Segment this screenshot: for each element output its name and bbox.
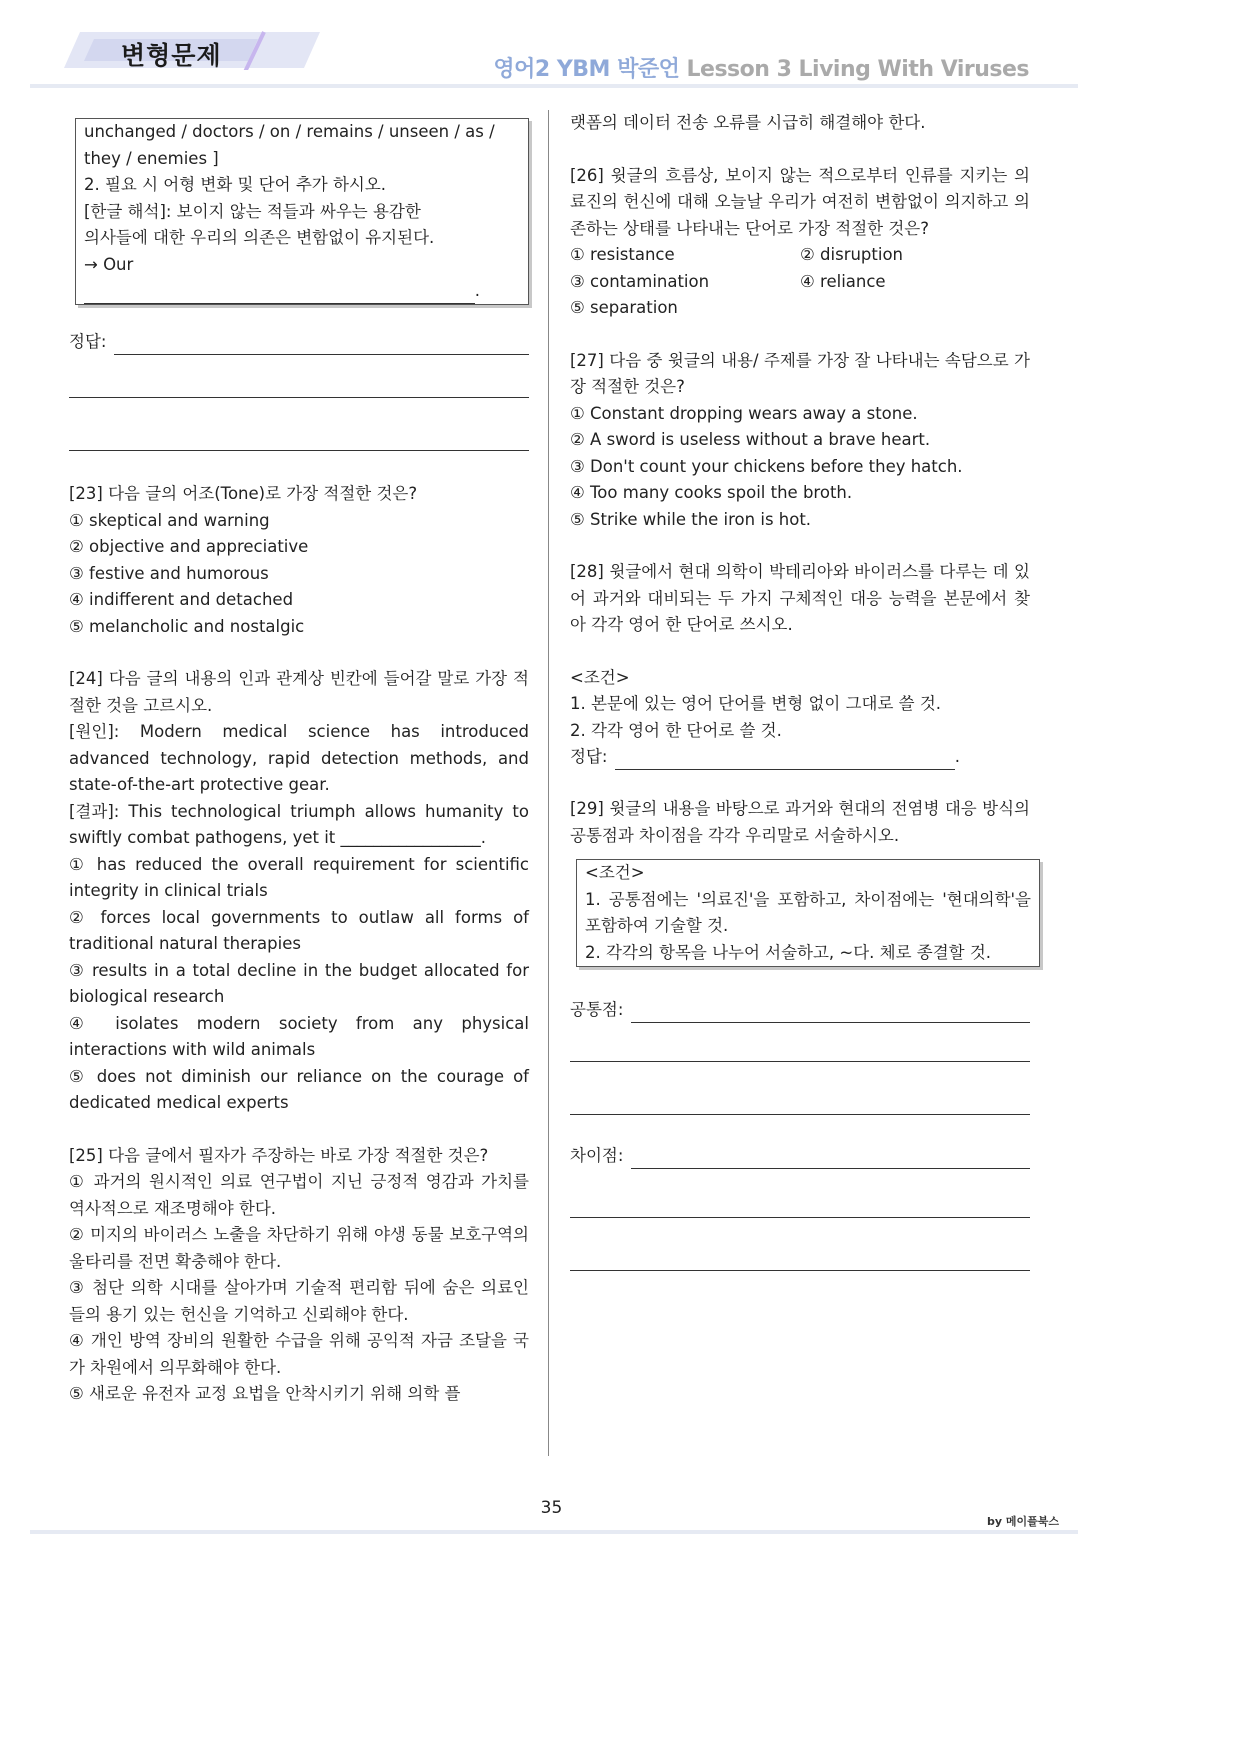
q29-condition: 2. 각각의 항목을 나누어 서술하고, ~다. 체로 종결할 것. [585,942,992,962]
q26-option[interactable]: ④ reliance [800,271,886,291]
header-title: 변형문제 [121,41,222,70]
q28-condition: 2. 각각 영어 한 단어로 쓸 것. [570,720,782,740]
answer-extra-line[interactable] [570,1062,1030,1115]
box-word-list-line1: unchanged / doctors / on / remains / unseen / as / [84,122,495,141]
answer-extra-line[interactable] [69,398,529,451]
box-answer-blank[interactable] [84,278,520,304]
q23-stem: [23] 다음 글의 어조(Tone)로 가장 적절한 것은? [69,484,418,503]
page-number: 35 [540,1498,563,1518]
box-answer-start: → Our [84,254,134,274]
q27-stem: [27] 다음 중 윗글의 내용/ 주제를 가장 잘 나타내는 속담으로 가장 적절한 것은? [570,350,1030,396]
q25-option[interactable]: ④ 개인 방역 장비의 원활한 수급을 위해 공익적 자금 조달을 국가 차원에서 의무화해야 한다. [69,1331,529,1377]
answer-label: 정답: [570,746,608,766]
q24-option[interactable]: ② forces local governments to outlaw all forms of traditional natural therapies [69,907,529,953]
column-divider [548,110,549,1456]
q26-option[interactable]: ② disruption [800,245,904,264]
q25-option-continued[interactable]: 랫폼의 데이터 전송 오류를 시급히 해결해야 한다. [570,113,926,132]
q23-option[interactable]: ③ festive and humorous [69,563,269,583]
q27-option[interactable]: ③ Don't count your chickens before they hatch. [570,456,963,476]
publisher-credit: by 메이플북스 [986,1515,1059,1528]
diff-label: 차이점: [570,1145,624,1165]
answer-extra-line[interactable] [570,1218,1030,1271]
q24-option[interactable]: ⑤ does not diminish our reliance on the courage of dedicated medical experts [69,1066,529,1112]
q25-option[interactable]: ⑤ 새로운 유전자 교정 요법을 안착시키기 위해 의학 플 [69,1384,461,1403]
q27-option[interactable]: ② A sword is useless without a brave heart. [570,430,931,449]
q23-option[interactable]: ② objective and appreciative [69,537,309,556]
box-translation-line2: 의사들에 대한 우리의 의존은 변함없이 유지된다. [84,228,435,247]
q28-answer-line[interactable]: 정답: . [570,744,1030,770]
answer-extra-line[interactable] [69,355,529,398]
q25-option[interactable]: ② 미지의 바이러스 노출을 차단하기 위해 야생 동물 보호구역의 울타리를 전면 확충해야 한다. [69,1225,529,1271]
q23-option[interactable]: ⑤ melancholic and nostalgic [69,616,305,636]
q24-option[interactable]: ① has reduced the overall requirement for scientific integrity in clinical trials [69,854,529,900]
q24-option[interactable]: ③ results in a total decline in the budget allocated for biological research [69,960,529,1006]
q25-option[interactable]: ③ 첨단 의학 시대를 살아가며 기술적 편리함 뒤에 숨은 의료인들의 용기 있는 헌신을 기억하고 신뢰해야 한다. [69,1278,529,1324]
q27-option[interactable]: ④ Too many cooks spoil the broth. [570,483,853,502]
common-label: 공통점: [570,999,624,1019]
q26-options [570,242,1030,322]
q28-condition-title: <조건> [570,667,630,687]
q29-common-answer-line[interactable] [570,997,1030,1023]
q24-stem: [24] 다음 글의 내용의 인과 관계상 빈칸에 들어갈 말로 가장 적절한 것을 고르시오. [69,669,529,715]
q23-option[interactable]: ① skeptical and warning [69,510,270,530]
box-answer-period: . [474,280,480,300]
answer-extra-line[interactable] [570,1023,1030,1062]
header-lesson: Lesson 3 Living With Viruses [686,57,1029,82]
header-divider [30,84,1078,88]
q26-option[interactable]: ⑤ separation [570,298,678,317]
box-word-list-line2: they / enemies ] [84,148,219,168]
q29-diff-answer-line[interactable] [570,1143,1030,1169]
q29-condition-box [576,859,1040,967]
q24-result: [결과]: This technological triumph allows humanity to swiftly combat pathogens, yet it _________________. [69,801,529,847]
q29-condition-title: <조건> [585,863,645,882]
header-course-info [493,52,1029,83]
answer-extra-line[interactable] [570,1169,1030,1218]
header-subject: 영어2 YBM 박준언 [493,57,680,82]
answer-label: 정답: [69,331,107,351]
q22-answer-line[interactable] [69,329,529,355]
q25-option[interactable]: ① 과거의 원시적인 의료 연구법이 지닌 긍정적 영감과 가치를 역사적으로 재조명해야 한다. [69,1172,529,1218]
q29-condition: 1. 공통점에는 '의료진'을 포함하고, 차이점에는 '현대의학'을 포함하여 기술할 것. [585,889,1031,935]
q26-option[interactable]: ① resistance [570,245,675,264]
q24-cause: [원인]: Modern medical science has introduced advanced technology, rapid detection methods, and state-of-the-art protective gear. [69,722,529,794]
q26-option[interactable]: ③ contamination [570,271,710,291]
q27-option[interactable]: ⑤ Strike while the iron is hot. [570,509,812,529]
box-condition: 2. 필요 시 어형 변화 및 단어 추가 하시오. [84,175,387,194]
q28-stem: [28] 윗글에서 현대 의학이 박테리아와 바이러스를 다루는 데 있어 과거와 대비되는 두 가지 구체적인 대응 능력을 본문에서 찾아 각각 영어 한 단어로 쓰시오. [570,562,1030,634]
q24-option[interactable]: ④ isolates modern society from any physical interactions with wild animals [69,1013,529,1059]
footer-divider [30,1530,1078,1534]
q29-stem: [29] 윗글의 내용을 바탕으로 과거와 현대의 전염병 대응 방식의 공통점과 차이점을 각각 우리말로 서술하시오. [570,799,1030,845]
box-translation-line1: [한글 해석]: 보이지 않는 적들과 싸우는 용감한 [84,201,421,221]
q26-stem: [26] 윗글의 흐름상, 보이지 않는 적으로부터 인류를 지키는 의료진의 헌신에 대해 오늘날 우리가 여전히 변함없이 의지하고 의존하는 상태를 나타내는 단어로 가장 적절한 것은? [570,165,1030,238]
q22-condition-box [75,118,529,305]
q27-option[interactable]: ① Constant dropping wears away a stone. [570,403,918,423]
right-column [570,110,1030,1271]
q23-option[interactable]: ④ indifferent and detached [69,590,294,609]
q28-condition: 1. 본문에 있는 영어 단어를 변형 없이 그대로 쓸 것. [570,694,942,713]
q25-stem: [25] 다음 글에서 필자가 주장하는 바로 가장 적절한 것은? [69,1145,489,1165]
left-column [69,118,529,1408]
